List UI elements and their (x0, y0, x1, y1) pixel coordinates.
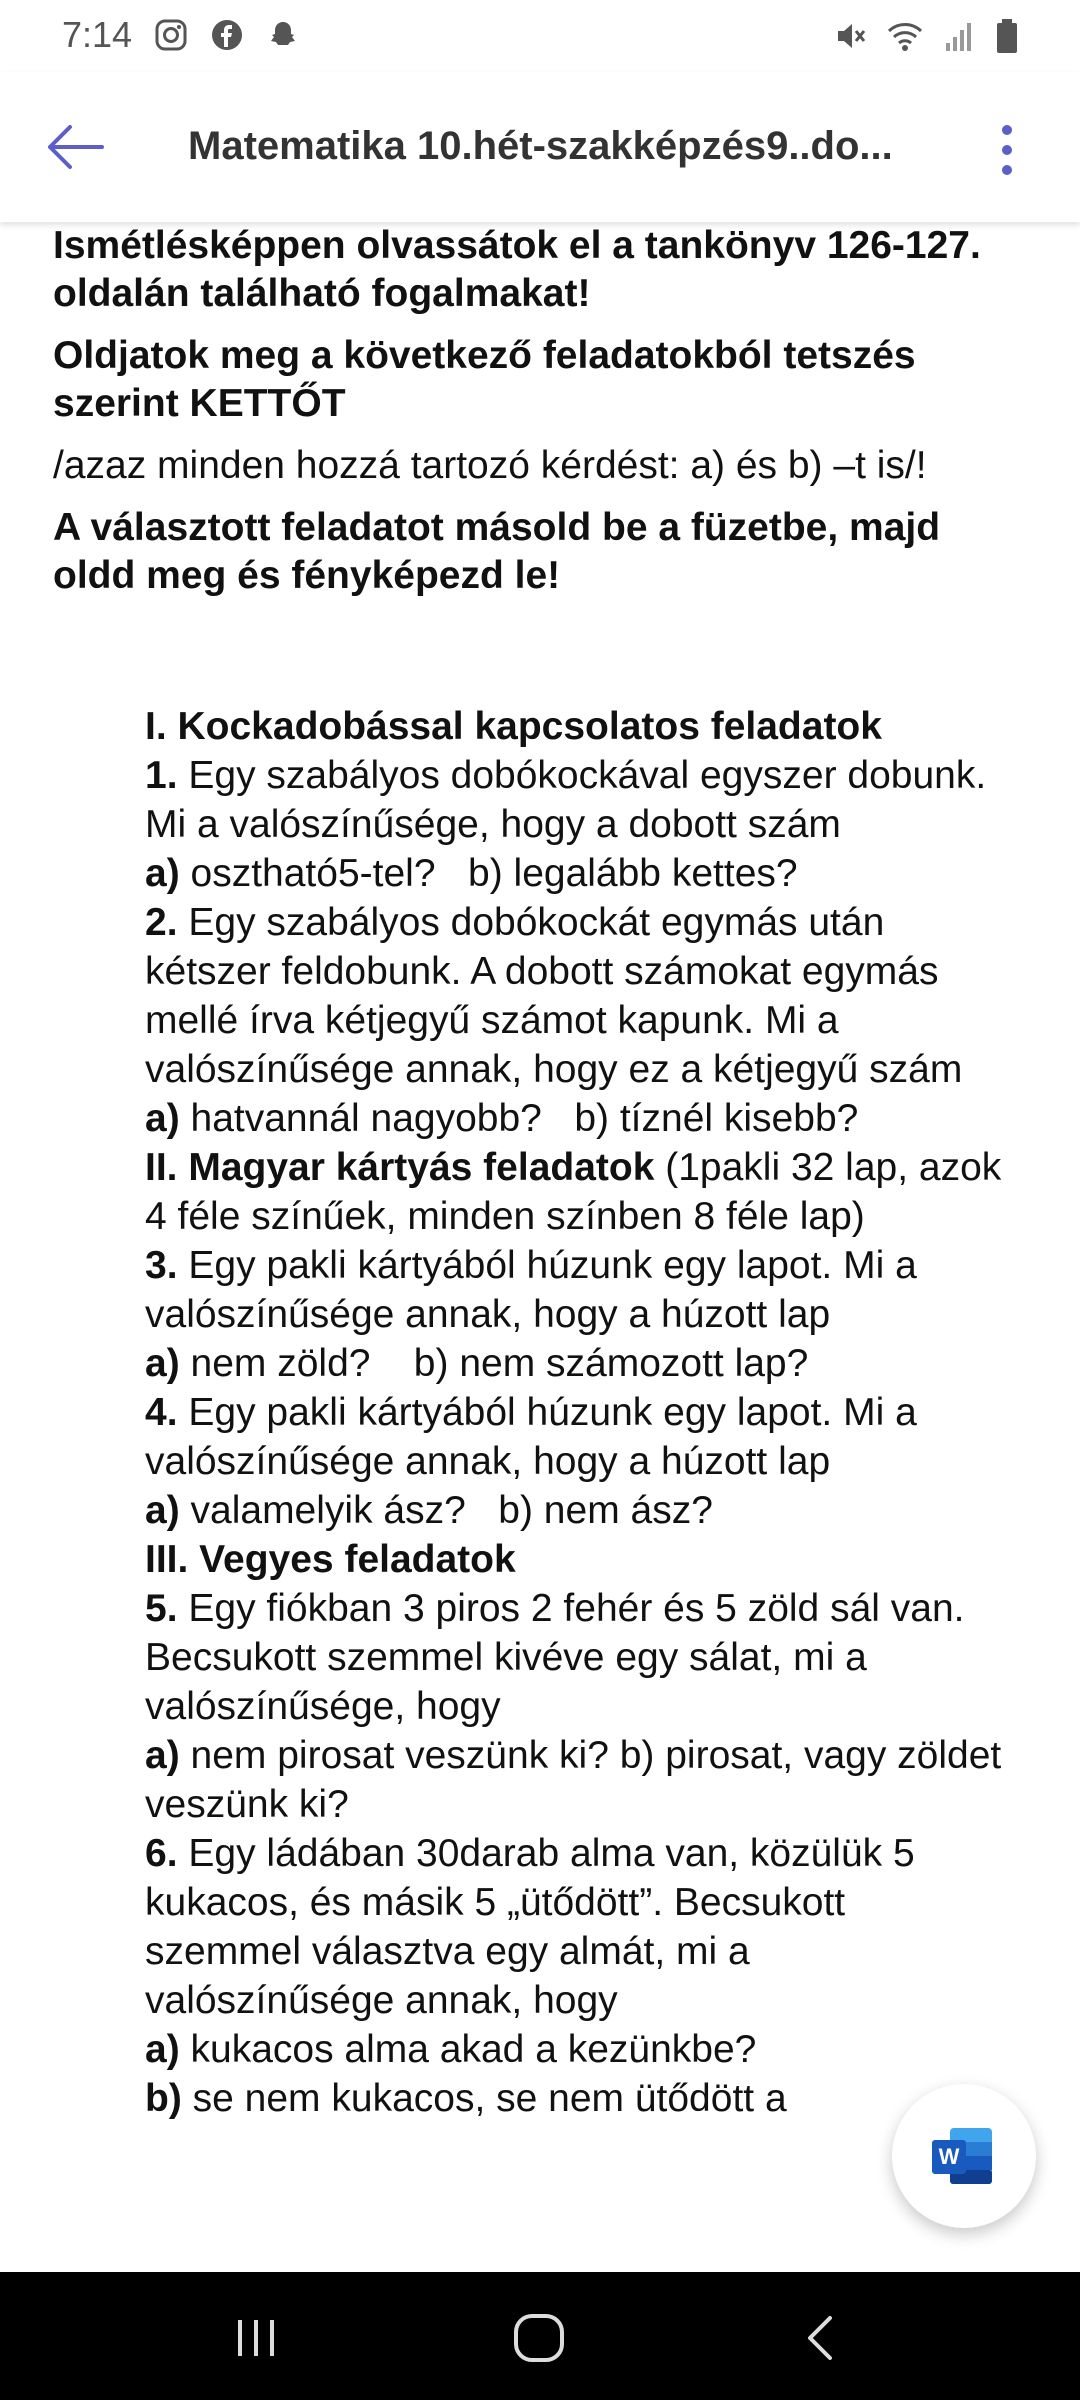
status-bar (0, 0, 1080, 72)
task-1-options (145, 849, 1005, 898)
task-2-options (145, 1094, 1005, 1143)
option-label: a) (145, 1342, 180, 1385)
task-5 (145, 1584, 1005, 1731)
section-heading-2 (145, 1143, 1005, 1241)
task-text: Egy szabályos dobókockával egyszer dobunk. Mi a valószínűsége, hogy a dobott szám (145, 754, 987, 846)
intro-paragraph-4: A választott feladatot másold be a füzetbe, majd oldd meg és fényképezd le! (53, 506, 941, 597)
signal-icon (942, 19, 976, 53)
option-text: osztható5-tel? b) legalább kettes? (179, 852, 798, 895)
task-1 (145, 751, 1005, 849)
task-list (145, 702, 1005, 2123)
back-arrow-icon[interactable] (40, 112, 110, 182)
option-label: b) (145, 2077, 182, 2120)
task-text: Egy fiókban 3 piros 2 fehér és 5 zöld sál van. Becsukott szemmel kivéve egy sálat, mi a valószínűsége, hogy (145, 1587, 965, 1728)
option-label: a) (145, 852, 180, 895)
status-right-icons (834, 18, 1020, 54)
intro-paragraph-1: Ismétlésképpen olvassátok el a tankönyv 126-127. oldalán található fogalmakat! (53, 224, 981, 315)
task-number: 5. (145, 1587, 178, 1630)
task-text: Egy pakli kártyából húzunk egy lapot. Mi a valószínűsége annak, hogy a húzott lap (145, 1391, 917, 1483)
task-6-option-a (145, 2025, 1005, 2074)
option-text: se nem kukacos, se nem ütődött a (181, 2077, 787, 2120)
option-text: nem pirosat veszünk ki? b) pirosat, vagy zöldet veszünk ki? (145, 1734, 1002, 1826)
option-label: a) (145, 2028, 180, 2071)
document-content[interactable] (0, 222, 1080, 2272)
more-options-icon[interactable] (990, 120, 1024, 180)
home-icon[interactable] (512, 2312, 568, 2364)
word-icon (892, 2084, 1036, 2228)
task-5-options (145, 1731, 1005, 1829)
task-number: 6. (145, 1832, 178, 1875)
task-3-options (145, 1339, 1005, 1388)
task-3 (145, 1241, 1005, 1339)
recent-apps-icon[interactable] (232, 2316, 282, 2360)
option-text: hatvannál nagyobb? b) tíznél kisebb? (179, 1097, 859, 1140)
task-text: Egy szabályos dobókockát egymás után kétszer feldobunk. A dobott számokat egymás mellé írva kétjegyű számot kapunk. Mi a valószínűsége annak, hogy ez a kétjegyű szám (145, 901, 963, 1091)
option-label: a) (145, 1489, 180, 1532)
option-label: a) (145, 1097, 180, 1140)
task-2 (145, 898, 1005, 1094)
intro-block (53, 222, 1013, 614)
option-text: kukacos alma akad a kezünkbe? (179, 2028, 757, 2071)
section-note: (1pakli 32 lap, azok 4 féle színűek, minden színben 8 féle lap) (145, 1146, 1002, 1238)
wifi-icon (886, 19, 924, 53)
mute-icon (834, 19, 868, 53)
section-heading-3: III. Vegyes feladatok (145, 1538, 516, 1581)
intro-paragraph-3: /azaz minden hozzá tartozó kérdést: a) és b) –t is/! (53, 444, 927, 487)
open-in-word-button[interactable] (892, 2084, 1036, 2228)
app-bar (0, 72, 1080, 222)
task-number: 3. (145, 1244, 178, 1287)
snapchat-icon (266, 18, 300, 52)
option-text: nem zöld? b) nem számozott lap? (179, 1342, 809, 1385)
intro-paragraph-2: Oldjatok meg a következő feladatokból tetszés szerint KETTŐT (53, 334, 916, 425)
task-4 (145, 1388, 1005, 1486)
nav-back-icon[interactable] (800, 2314, 840, 2362)
status-left-icons (154, 18, 300, 52)
option-text: valamelyik ász? b) nem ász? (179, 1489, 713, 1532)
facebook-icon (210, 18, 244, 52)
task-number: 1. (145, 754, 178, 797)
task-text: Egy pakli kártyából húzunk egy lapot. Mi a valószínűsége annak, hogy a húzott lap (145, 1244, 917, 1336)
battery-icon (994, 18, 1020, 54)
section-title: II. Magyar kártyás feladatok (145, 1146, 655, 1189)
task-6-option-b (145, 2074, 1005, 2123)
task-6 (145, 1829, 1005, 2025)
section-heading-1: I. Kockadobással kapcsolatos feladatok (145, 705, 882, 748)
navigation-bar (0, 2272, 1080, 2400)
task-number: 4. (145, 1391, 178, 1434)
document-title: Matematika 10.hét-szakképzés9..do... (188, 124, 893, 168)
task-4-options (145, 1486, 1005, 1535)
task-text: Egy ládában 30darab alma van, közülük 5 kukacos, és másik 5 „ütődött”. Becsukott szemmel választva egy almát, mi a valószínűsége annak, hogy (145, 1832, 915, 2022)
instagram-icon (154, 18, 188, 52)
option-label: a) (145, 1734, 180, 1777)
status-time: 7:14 (62, 14, 133, 55)
task-number: 2. (145, 901, 178, 944)
word-letter: W (938, 2144, 960, 2169)
